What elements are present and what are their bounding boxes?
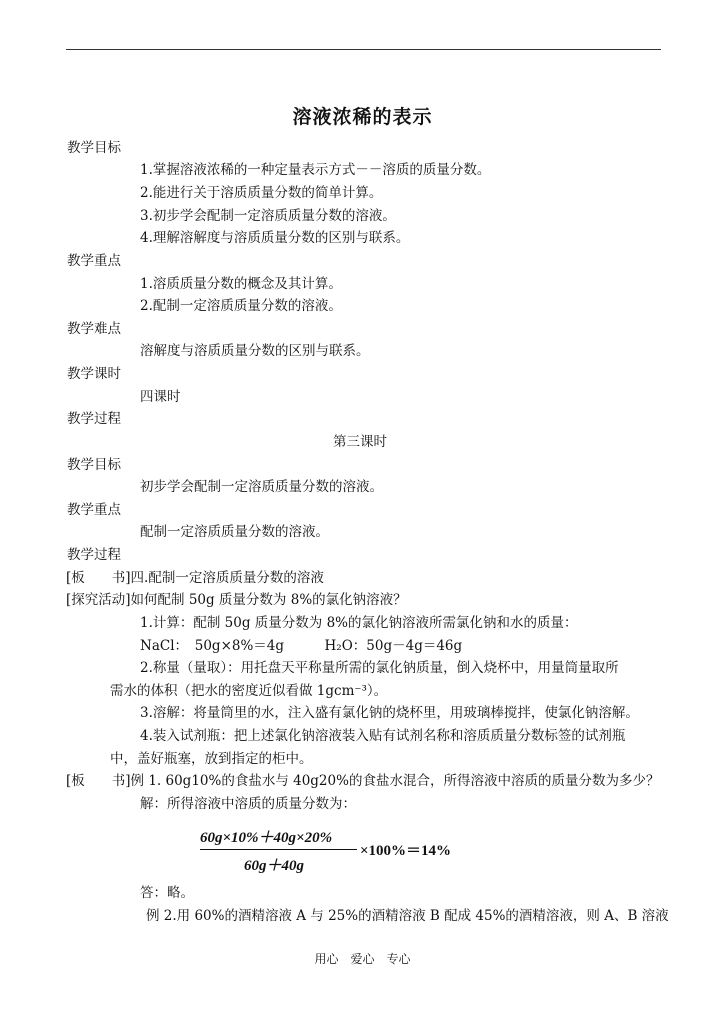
heading-teaching-goals-2: 教学目标 <box>67 457 121 473</box>
heading-hours: 教学课时 <box>67 366 121 382</box>
goal-lesson3: 初步学会配制一定溶质质量分数的溶液。 <box>140 479 383 495</box>
calc-result: NaCl： 50g×8%＝4g H₂O：50g－4g＝46g <box>140 638 463 654</box>
inquiry-activity: [探究活动]如何配制 50g 质量分数为 8%的氯化钠溶液？ <box>66 592 407 608</box>
formula-result: ×100%＝14% <box>360 843 452 859</box>
example-2: 例 2.用 60%的酒精溶液 A 与 25%的酒精溶液 B 配成 45%的酒精溶液，则 A、B 溶液 <box>146 908 669 924</box>
heading-teaching-goals: 教学目标 <box>67 140 121 156</box>
step-weigh: 2.称量（量取）：用托盘天平称量所需的氯化钠质量，倒入烧杯中，用量筒量取所 <box>140 660 619 676</box>
header-rule <box>66 49 661 50</box>
difficulty-1: 溶解度与溶质质量分数的区别与联系。 <box>140 343 370 359</box>
formula-denominator: 60g＋40g <box>244 858 305 874</box>
step-bottle-cont: 中，盖好瓶塞，放到指定的柜中。 <box>110 751 313 767</box>
answer: 答：略。 <box>140 885 194 901</box>
page-footer: 用心 爱心 专心 <box>314 952 411 966</box>
step-dissolve: 3.溶解：将量筒里的水，注入盛有氯化钠的烧杯里，用玻璃棒搅拌，使氯化钠溶解。 <box>140 705 639 721</box>
step-calculate: 1.计算：配制 50g 质量分数为 8%的氯化钠溶液所需氯化钠和水的质量： <box>140 615 578 631</box>
heading-process-2: 教学过程 <box>67 547 121 563</box>
key-point-1: 1.溶质质量分数的概念及其计算。 <box>140 276 342 292</box>
solution-intro: 解：所得溶液中溶质的质量分数为： <box>140 796 356 812</box>
formula-numerator: 60g×10%＋40g×20% <box>200 830 333 846</box>
step-bottle: 4.装入试剂瓶：把上述氯化钠溶液装入贴有试剂名称和溶质质量分数标签的试剂瓶 <box>140 728 626 744</box>
hours-value: 四课时 <box>140 389 181 405</box>
page-title: 溶液浓稀的表示 <box>292 106 433 128</box>
goal-1: 1.掌握溶液浓稀的一种定量表示方式－－溶质的质量分数。 <box>140 162 491 178</box>
goal-2: 2.能进行关于溶质质量分数的简单计算。 <box>140 185 383 201</box>
heading-key-points: 教学重点 <box>67 253 121 269</box>
example-1: [板 书]例 1. 60g10%的食盐水与 40g20%的食盐水混合，所得溶液中溶质的质量分数为多少？ <box>66 773 660 789</box>
step-weigh-cont: 需水的体积（把水的密度近似看做 1gcm⁻³）。 <box>110 683 388 699</box>
board-note-1: [板 书]四.配制一定溶质质量分数的溶液 <box>66 570 324 586</box>
heading-key-points-2: 教学重点 <box>67 502 121 518</box>
section-third-lesson: 第三课时 <box>333 434 387 450</box>
heading-difficulties: 教学难点 <box>67 321 121 337</box>
heading-process: 教学过程 <box>67 411 121 427</box>
fraction-bar <box>200 849 357 850</box>
key-point-2: 2.配制一定溶质质量分数的溶液。 <box>140 298 342 314</box>
goal-4: 4.理解溶解度与溶质质量分数的区别与联系。 <box>140 230 410 246</box>
key-point-lesson3: 配制一定溶质质量分数的溶液。 <box>140 524 329 540</box>
goal-3: 3.初步学会配制一定溶质质量分数的溶液。 <box>140 208 396 224</box>
